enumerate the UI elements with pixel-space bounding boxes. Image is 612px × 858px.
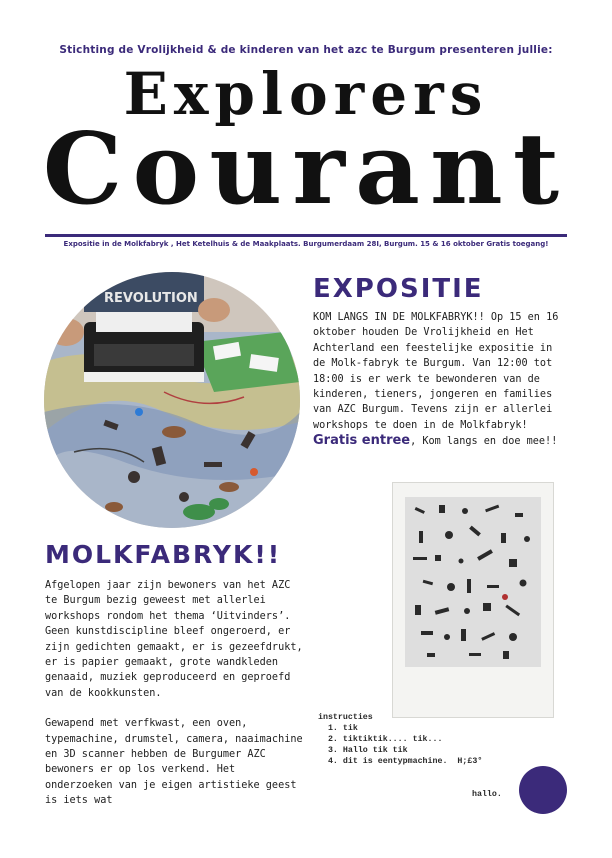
expositie-body	[313, 310, 567, 450]
expositie-heading: EXPOSITIE	[313, 274, 484, 304]
typewriter-line: 1. tik	[318, 724, 358, 733]
masthead-title-line2: Courant	[42, 112, 570, 227]
polaroid-photo	[392, 482, 554, 718]
typewriter-note	[318, 712, 528, 767]
expositie-text-end: , Kom langs en doe mee!!	[410, 436, 558, 448]
typewriter-line: 3. Hallo tik tik	[318, 746, 408, 755]
molkfabryk-heading: MOLKFABRYK!!	[45, 540, 282, 569]
expositie-text: KOM LANGS IN DE MOLKFABRYK!! Op 15 en 16 oktober houden De Vrolijkheid en Het Achterland een feestelijke expositie in de Molk-fabryk te Burgum. Van 12:00 tot 18:00 is er werk te bewonderen van de kinderen, tieners, jongeren en families van AZC Burgum. Tevens zijn er allerlei workshops te doen in de Molkfabryk!	[313, 312, 559, 431]
free-entry-highlight: Gratis entree	[313, 433, 411, 449]
molkfabryk-paragraph-1: Afgelopen jaar zijn bewoners van het AZC te Burgum bezig geweest met allerlei workshops rondom het thema ‘Uitvinders’. Geen kunstdiscipline bleef ongeroerd, er zijn gedichten gemaakt, er is gezeefdrukt, er is papier gemaakt, grote wandkleden genaaid, muziek geproduceerd en geproefd van de kookkunsten.	[45, 580, 303, 699]
tshirt-text: REVOLUTION	[104, 291, 198, 306]
molkfabryk-body	[45, 578, 305, 824]
event-info-bar: Expositie in de Molkfabryk , Het Ketelhuis & de Maakplaats. Burgumerdaam 28I, Burgum. 15 & 16 oktober Gratis toegang!	[63, 240, 549, 248]
masthead-rule	[45, 234, 567, 237]
decorative-dot	[519, 766, 567, 814]
molkfabryk-paragraph-2: Gewapend met verfkwast, een oven, typemachine, drumstel, camera, naaimachine en 3D scanner hebben de Burgumer AZC bewoners er op los verkend. Het onderzoeken van je eigen artistieke geest is iets wat	[45, 718, 303, 807]
scattered-objects-illustration	[405, 497, 541, 667]
intro-line: Stichting de Vrolijkheid & de kinderen van het azc te Burgum presenteren jullie:	[59, 44, 553, 56]
workshop-photo-illustration	[44, 272, 300, 528]
typewriter-line: 4. dit is eentypmachine. H;£3°	[318, 757, 483, 766]
polaroid-image	[405, 497, 541, 667]
typewriter-line: instructies	[318, 713, 373, 722]
workshop-photo	[44, 272, 300, 528]
masthead-title-line1: Explorers	[123, 60, 489, 128]
typewriter-sign: hallo.	[472, 790, 502, 799]
typewriter-line: 2. tiktiktik.... tik...	[318, 735, 443, 744]
